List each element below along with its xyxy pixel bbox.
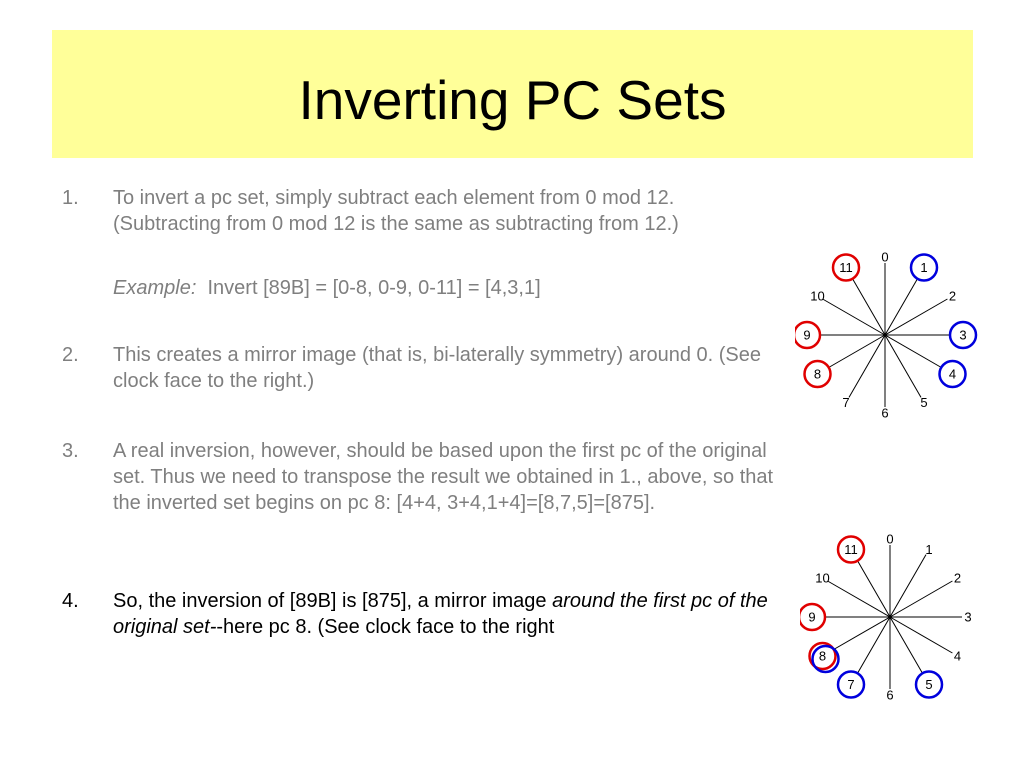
- clock-spoke: [828, 581, 890, 617]
- clock-label: 7: [842, 395, 850, 410]
- clock-label: 11: [844, 542, 858, 557]
- title-band: [52, 30, 973, 158]
- item-number: 1.: [62, 187, 79, 209]
- item-number: 3.: [62, 440, 79, 462]
- clock-spoke: [823, 335, 885, 371]
- clock-label: 9: [808, 609, 816, 625]
- clock-label: 6: [886, 687, 894, 703]
- clock-label: 8: [813, 366, 822, 382]
- item-number: 4.: [62, 590, 79, 612]
- clock-spoke: [854, 555, 890, 617]
- clock-label: 3: [959, 327, 967, 343]
- example-text: Invert [89B] = [0-8, 0-9, 0-11] = [4,3,1]: [207, 277, 541, 299]
- slide-title: Inverting PC Sets: [298, 69, 727, 131]
- clock-label: 5: [925, 677, 933, 692]
- clock-spoke: [890, 617, 926, 679]
- item-text: [113, 588, 787, 640]
- clock-label: 2: [948, 288, 957, 304]
- clock-label: 1: [925, 542, 933, 557]
- item-text-italic: around the first pc of the original set-: [113, 590, 768, 638]
- example-label: Example:: [113, 277, 197, 299]
- item-text-part-a: So, the inversion of [89B] is [875], a mirror image: [113, 590, 553, 612]
- clock-spoke: [890, 581, 952, 617]
- clock-face-original: [795, 248, 985, 423]
- clock-label: 1: [920, 260, 928, 275]
- clock-label: 3: [964, 609, 972, 625]
- item-text: To invert a pc set, simply subtract each element from 0 mod 12. (Subtracting from 0 mod 12 is the same as subtracting from 12.): [113, 187, 679, 235]
- clock-face-inverted: [800, 530, 990, 705]
- clock-label: 11: [839, 260, 853, 275]
- item-text-part-b: -here pc 8. (See clock face to the right: [216, 616, 555, 638]
- clock-label: 10: [815, 570, 830, 586]
- item-text: A real inversion, however, should be based upon the first pc of the original set. Thus we need to transpose the result we obtained in 1., above, so that the inverted set begins on pc 8: [4+4, 3+4,1+4]=[8,7,5]=[875].: [113, 440, 774, 514]
- clock-label: 8: [818, 648, 827, 664]
- clock-label: 2: [953, 570, 962, 586]
- clock-spoke: [885, 273, 921, 335]
- clock-spoke: [828, 617, 890, 653]
- clock-spoke: [885, 299, 947, 335]
- item-number: 2.: [62, 344, 79, 366]
- example-line: [113, 275, 541, 301]
- clock-label: 9: [803, 327, 811, 343]
- clock-spoke: [885, 335, 947, 371]
- clock-spoke: [854, 617, 890, 679]
- clock-label: 10: [810, 288, 825, 304]
- clock-label: 0: [881, 249, 889, 265]
- clock-label: 4: [948, 366, 957, 382]
- item-text: This creates a mirror image (that is, bi-laterally symmetry) around 0. (See clock face to the right.): [113, 344, 761, 392]
- clock-label: 0: [886, 531, 894, 547]
- clock-label: 7: [847, 677, 855, 692]
- clock-spoke: [885, 335, 921, 397]
- clock-label: 4: [953, 648, 962, 664]
- clock-spoke: [823, 299, 885, 335]
- clock-spoke: [890, 617, 952, 653]
- clock-spoke: [849, 273, 885, 335]
- clock-spoke: [849, 335, 885, 397]
- clock-label: 6: [881, 405, 889, 421]
- clock-label: 5: [920, 395, 928, 410]
- clock-spoke: [890, 555, 926, 617]
